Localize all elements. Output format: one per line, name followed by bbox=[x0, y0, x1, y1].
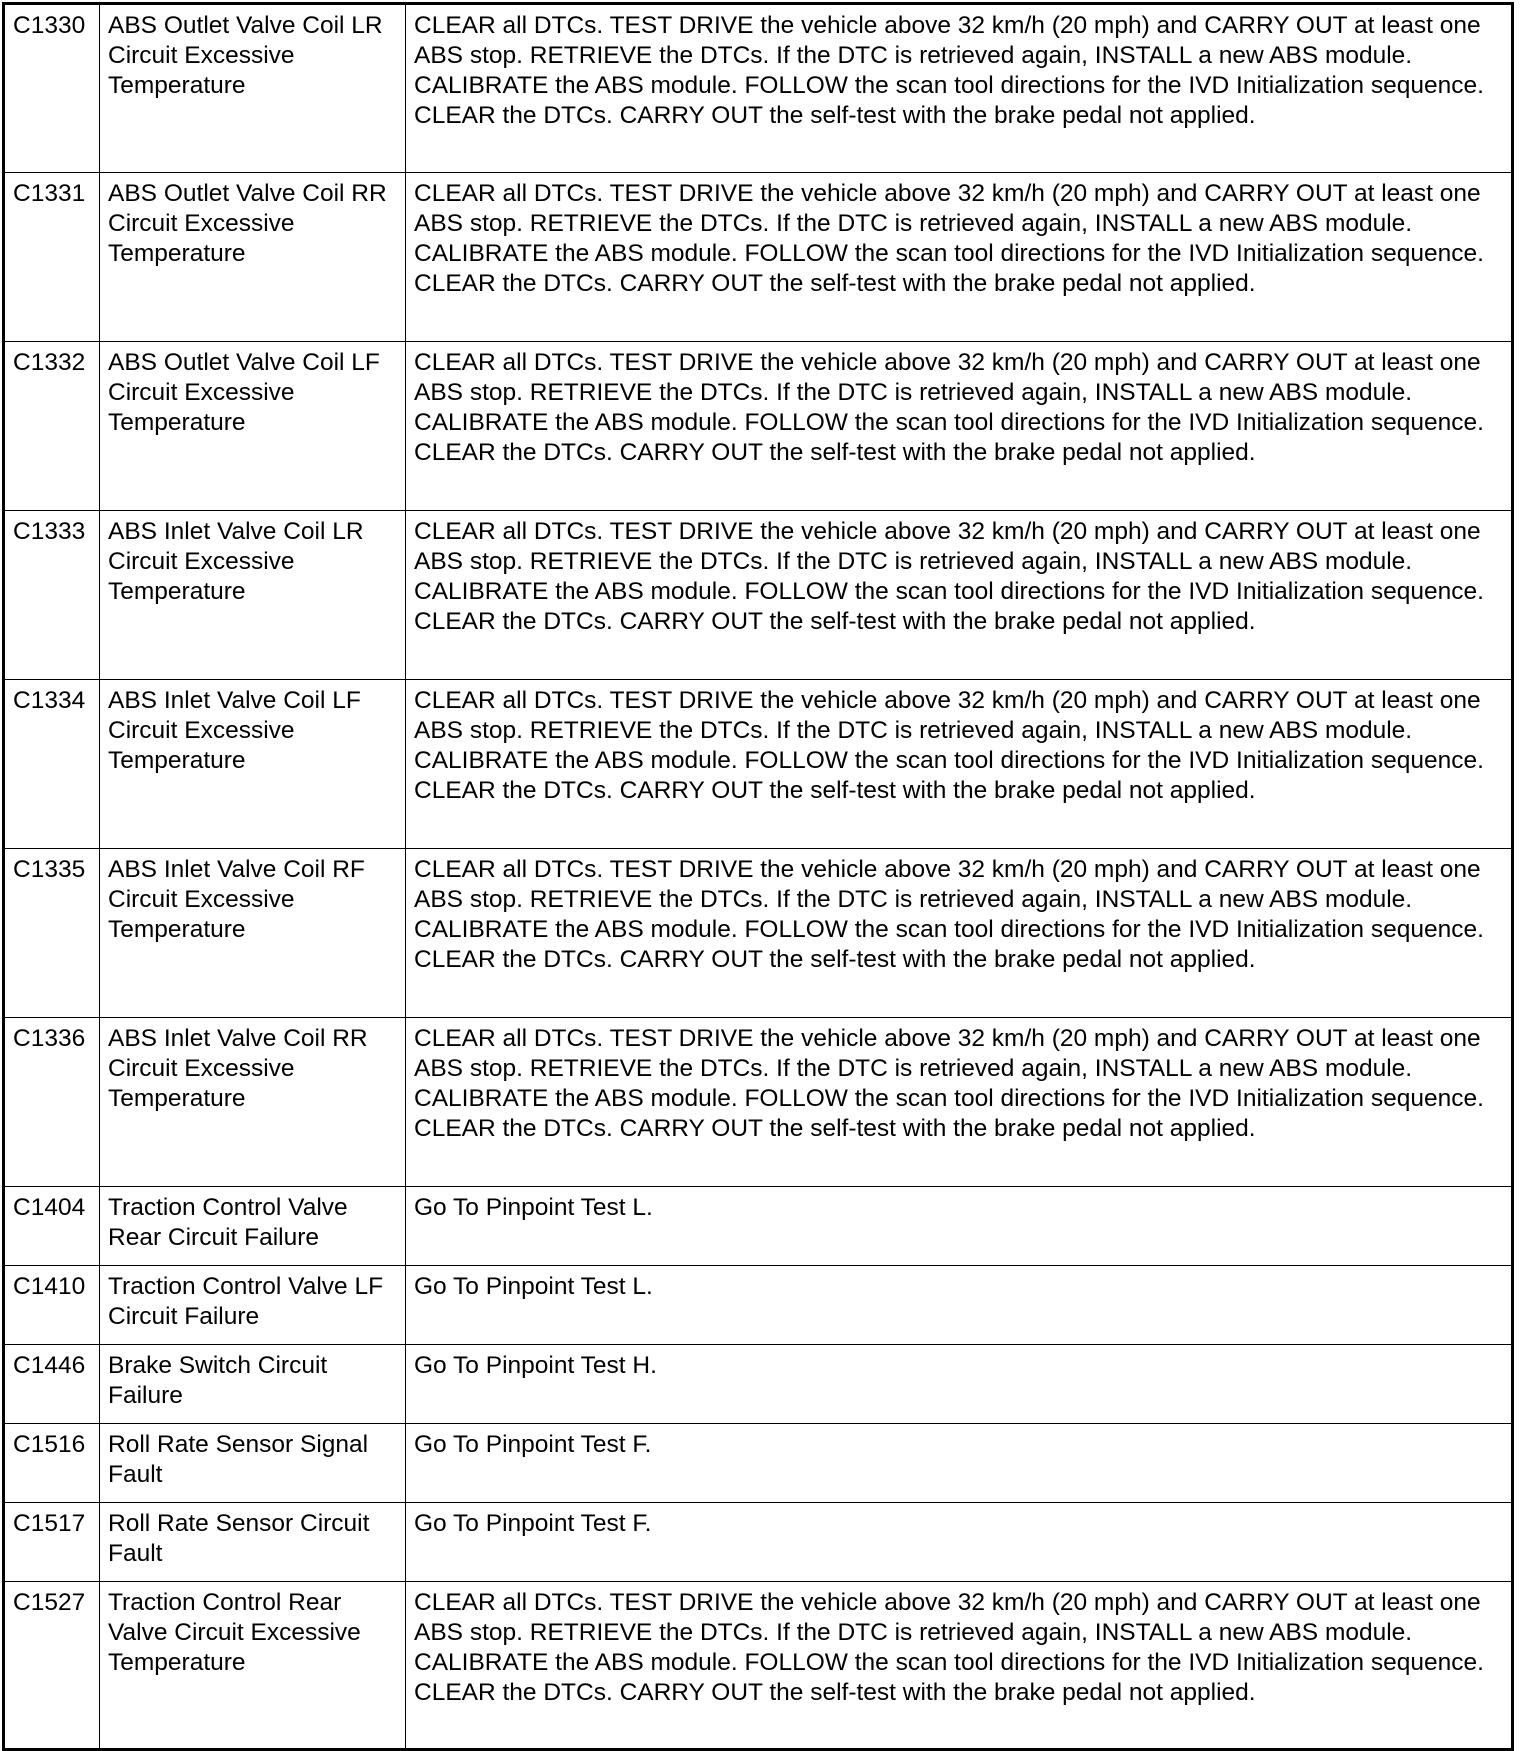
dtc-description: Traction Control Valve LF Circuit Failure bbox=[100, 1266, 406, 1345]
dtc-action: CLEAR all DTCs. TEST DRIVE the vehicle above 32 km/h (20 mph) and CARRY OUT at least one ABS stop. RETRIEVE the DTCs. If the DTC is retrieved again, INSTALL a new ABS module. CALIBRATE the ABS module. FOLLOW the scan tool directions for the IVD Initialization sequence. CLEAR the DTCs. CARRY OUT the self-test with the brake pedal not applied. bbox=[406, 1018, 1513, 1187]
dtc-description: ABS Inlet Valve Coil RF Circuit Excessive Temperature bbox=[100, 849, 406, 1018]
dtc-description: ABS Inlet Valve Coil RR Circuit Excessive Temperature bbox=[100, 1018, 406, 1187]
dtc-description: ABS Inlet Valve Coil LF Circuit Excessive Temperature bbox=[100, 680, 406, 849]
dtc-action: Go To Pinpoint Test L. bbox=[406, 1187, 1513, 1266]
dtc-code: C1333 bbox=[4, 511, 100, 680]
dtc-description: ABS Outlet Valve Coil LR Circuit Excessive Temperature bbox=[100, 4, 406, 173]
table-row bbox=[4, 1187, 1513, 1266]
table-row bbox=[4, 1018, 1513, 1187]
dtc-code: C1527 bbox=[4, 1582, 100, 1750]
table-row bbox=[4, 4, 1513, 173]
dtc-action: CLEAR all DTCs. TEST DRIVE the vehicle above 32 km/h (20 mph) and CARRY OUT at least one ABS stop. RETRIEVE the DTCs. If the DTC is retrieved again, INSTALL a new ABS module. CALIBRATE the ABS module. FOLLOW the scan tool directions for the IVD Initialization sequence. CLEAR the DTCs. CARRY OUT the self-test with the brake pedal not applied. bbox=[406, 680, 1513, 849]
table-row bbox=[4, 1424, 1513, 1503]
dtc-description: ABS Inlet Valve Coil LR Circuit Excessive Temperature bbox=[100, 511, 406, 680]
dtc-code: C1330 bbox=[4, 4, 100, 173]
dtc-description: Roll Rate Sensor Circuit Fault bbox=[100, 1503, 406, 1582]
dtc-description: Brake Switch Circuit Failure bbox=[100, 1345, 406, 1424]
dtc-code: C1516 bbox=[4, 1424, 100, 1503]
dtc-description: Traction Control Rear Valve Circuit Excessive Temperature bbox=[100, 1582, 406, 1750]
dtc-code: C1336 bbox=[4, 1018, 100, 1187]
table-row bbox=[4, 173, 1513, 342]
table-row bbox=[4, 849, 1513, 1018]
dtc-action: Go To Pinpoint Test F. bbox=[406, 1424, 1513, 1503]
dtc-code: C1410 bbox=[4, 1266, 100, 1345]
dtc-action: CLEAR all DTCs. TEST DRIVE the vehicle above 32 km/h (20 mph) and CARRY OUT at least one ABS stop. RETRIEVE the DTCs. If the DTC is retrieved again, INSTALL a new ABS module. CALIBRATE the ABS module. FOLLOW the scan tool directions for the IVD Initialization sequence. CLEAR the DTCs. CARRY OUT the self-test with the brake pedal not applied. bbox=[406, 342, 1513, 511]
dtc-table bbox=[2, 2, 1514, 1751]
dtc-code: C1517 bbox=[4, 1503, 100, 1582]
dtc-action: CLEAR all DTCs. TEST DRIVE the vehicle above 32 km/h (20 mph) and CARRY OUT at least one ABS stop. RETRIEVE the DTCs. If the DTC is retrieved again, INSTALL a new ABS module. CALIBRATE the ABS module. FOLLOW the scan tool directions for the IVD Initialization sequence. CLEAR the DTCs. CARRY OUT the self-test with the brake pedal not applied. bbox=[406, 173, 1513, 342]
dtc-action: CLEAR all DTCs. TEST DRIVE the vehicle above 32 km/h (20 mph) and CARRY OUT at least one ABS stop. RETRIEVE the DTCs. If the DTC is retrieved again, INSTALL a new ABS module. CALIBRATE the ABS module. FOLLOW the scan tool directions for the IVD Initialization sequence. CLEAR the DTCs. CARRY OUT the self-test with the brake pedal not applied. bbox=[406, 849, 1513, 1018]
dtc-action: Go To Pinpoint Test F. bbox=[406, 1503, 1513, 1582]
dtc-action: Go To Pinpoint Test H. bbox=[406, 1345, 1513, 1424]
table-row bbox=[4, 680, 1513, 849]
dtc-code: C1334 bbox=[4, 680, 100, 849]
dtc-description: ABS Outlet Valve Coil RR Circuit Excessive Temperature bbox=[100, 173, 406, 342]
dtc-action: CLEAR all DTCs. TEST DRIVE the vehicle above 32 km/h (20 mph) and CARRY OUT at least one ABS stop. RETRIEVE the DTCs. If the DTC is retrieved again, INSTALL a new ABS module. CALIBRATE the ABS module. FOLLOW the scan tool directions for the IVD Initialization sequence. CLEAR the DTCs. CARRY OUT the self-test with the brake pedal not applied. bbox=[406, 4, 1513, 173]
dtc-action: Go To Pinpoint Test L. bbox=[406, 1266, 1513, 1345]
dtc-code: C1331 bbox=[4, 173, 100, 342]
table-row bbox=[4, 1345, 1513, 1424]
table-row bbox=[4, 1582, 1513, 1750]
table-row bbox=[4, 511, 1513, 680]
dtc-code: C1446 bbox=[4, 1345, 100, 1424]
dtc-action: CLEAR all DTCs. TEST DRIVE the vehicle above 32 km/h (20 mph) and CARRY OUT at least one ABS stop. RETRIEVE the DTCs. If the DTC is retrieved again, INSTALL a new ABS module. CALIBRATE the ABS module. FOLLOW the scan tool directions for the IVD Initialization sequence. CLEAR the DTCs. CARRY OUT the self-test with the brake pedal not applied. bbox=[406, 511, 1513, 680]
dtc-code: C1332 bbox=[4, 342, 100, 511]
dtc-code: C1335 bbox=[4, 849, 100, 1018]
dtc-description: Traction Control Valve Rear Circuit Failure bbox=[100, 1187, 406, 1266]
table-row bbox=[4, 1503, 1513, 1582]
table-row bbox=[4, 342, 1513, 511]
dtc-code: C1404 bbox=[4, 1187, 100, 1266]
dtc-action: CLEAR all DTCs. TEST DRIVE the vehicle above 32 km/h (20 mph) and CARRY OUT at least one ABS stop. RETRIEVE the DTCs. If the DTC is retrieved again, INSTALL a new ABS module. CALIBRATE the ABS module. FOLLOW the scan tool directions for the IVD Initialization sequence. CLEAR the DTCs. CARRY OUT the self-test with the brake pedal not applied. bbox=[406, 1582, 1513, 1750]
dtc-description: Roll Rate Sensor Signal Fault bbox=[100, 1424, 406, 1503]
table-row bbox=[4, 1266, 1513, 1345]
dtc-description: ABS Outlet Valve Coil LF Circuit Excessive Temperature bbox=[100, 342, 406, 511]
